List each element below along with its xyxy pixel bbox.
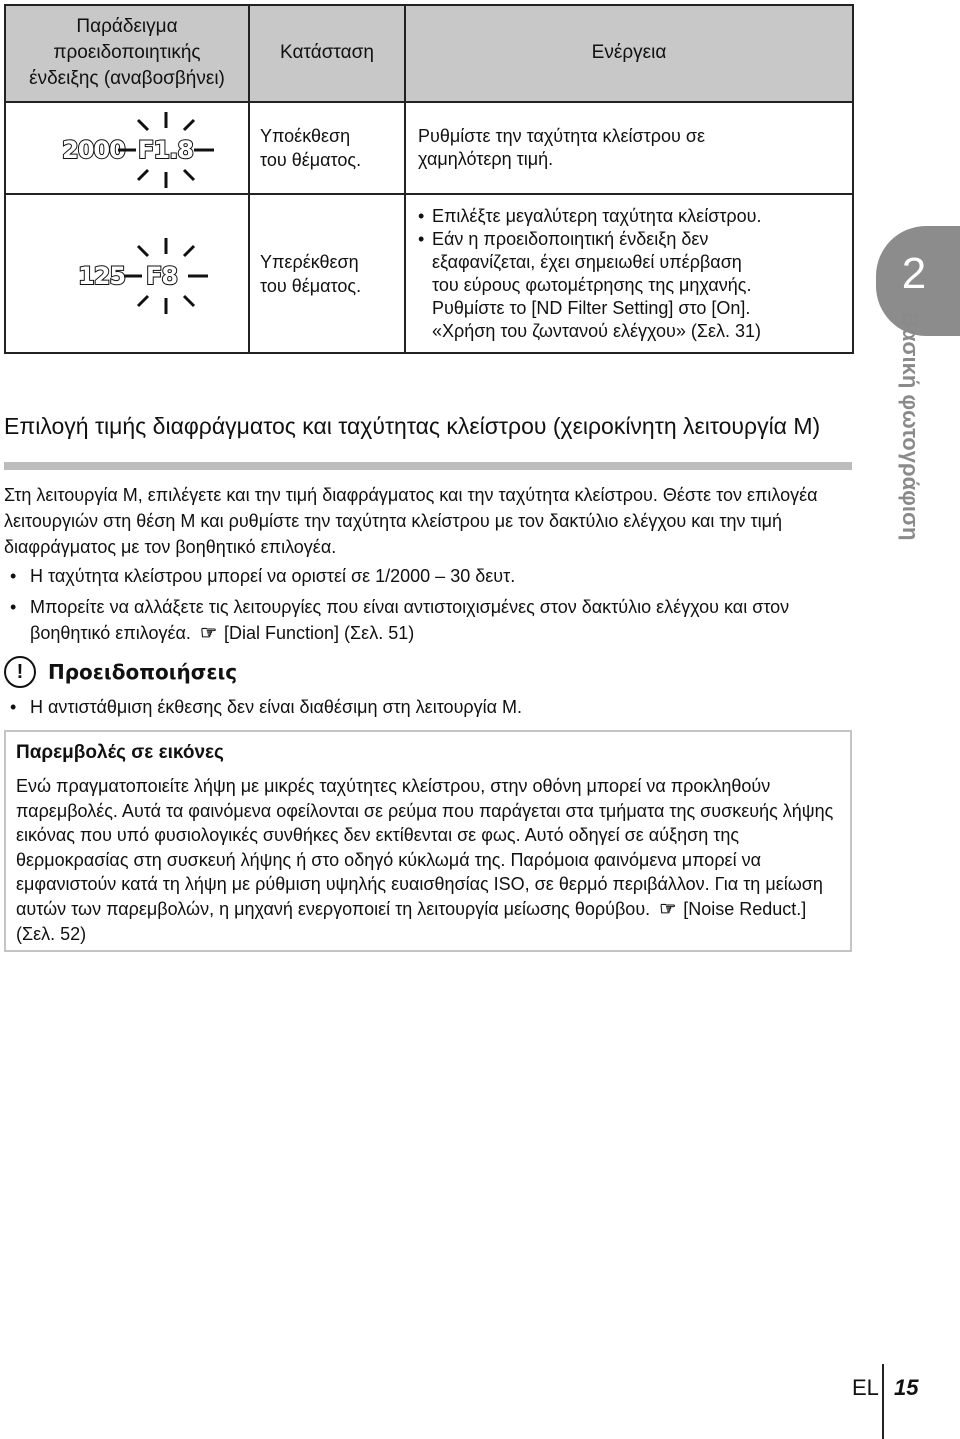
table-header-row [5, 5, 853, 102]
chapter-number: 2 [901, 249, 927, 298]
blinking-display-icon [12, 106, 242, 190]
bullet-reference: [Dial Function] (Σελ. 51) [224, 623, 415, 643]
noise-title: Παρεμβολές σε εικόνες [16, 742, 224, 763]
noise-body: Ενώ πραγματοποιείτε λήψη με μικρές ταχύτητες κλείστρου, στην οθόνη μπορεί να προκληθούν παρεμβολές. Αυτά τα φαινόμενα οφείλονται σε ρεύμα που παράγεται στα τμήματα της συσκευής λήψης εικόνας που υπό φυσιολογικές συνθήκες δεν εκτίθενται σε φως. Αυτό οδηγεί σε αύξηση της θερμοκρασίας στη συσκευή λήψης ή στο οδηγό κύκλωμά της. Παρόμοια φαινόμενα μπορεί να εμφανιστούν κατά τη λήψη με ρύθμιση υψηλής ευαισθησίας ISO, σε θερμό περιβάλλον. Για τη μείωση αυτών των παρεμβολών, η μηχανή ενεργοποιεί τη λειτουργία μείωσης θορύβου. [16, 776, 834, 919]
noise-info-box [4, 730, 852, 952]
action-overexposure [405, 194, 853, 353]
list-item: • Η αντιστάθμιση έκθεσης δεν είναι διαθέσιμη στη λειτουργία M. [4, 694, 852, 720]
header-action: Ενέργεια [405, 5, 853, 102]
list-item [4, 594, 852, 647]
warning-display-underexposure [5, 102, 249, 195]
state-underexposure: Υποέκθεση του θέματος. [249, 102, 405, 195]
reference-icon: ☞ [199, 623, 215, 644]
display-aperture: F8 [146, 261, 178, 290]
noise-text [16, 774, 840, 947]
bullet-text: Μπορείτε να αλλάξετε τις λειτουργίες που είναι αντιστοιχισμένες στον δακτύλιο ελέγχου και στον βοηθητικό επιλογέα. [30, 597, 790, 643]
table-row [5, 102, 853, 195]
header-example: Παράδειγμα προειδοποιητικής ένδειξης (αναβοσβήνει) [5, 5, 249, 102]
chapter-label-wrap [890, 312, 930, 582]
section-body [4, 482, 852, 652]
section-intro: Στη λειτουργία M, επιλέγετε και την τιμή διαφράγματος και την ταχύτητα κλείστρου. Θέστε τον επιλογέα λειτουργιών στη θέση M και ρυθμίστε την ταχύτητα κλείστρου με τον δακτύλιο ελέγχου και την τιμή διαφράγματος με τον βοηθητικό επιλογέα. [4, 485, 818, 557]
section-title: Επιλογή τιμής διαφράγματος και ταχύτητας κλείστρου (χειροκίνητη λειτουργία M) [4, 413, 821, 439]
section-rule [4, 462, 852, 470]
reference-icon: ☞ [659, 898, 675, 920]
cautions-list [4, 694, 852, 720]
action-item: • Εάν η προειδοποιητική ένδειξη δεν εξαφανίζεται, έχει σημειωθεί υπέρβαση του εύρους φωτομέτρησης της μηχανής. Ρυθμίστε το [ND Filter Setting] στο [On]. «Χρήση του ζωντανού ελέγχου» (Σελ. 31) [418, 228, 842, 343]
display-shutter: 125 [78, 261, 126, 290]
warning-table [4, 4, 854, 354]
warning-display-overexposure [5, 194, 249, 353]
state-overexposure: Υπερέκθεση του θέματος. [249, 194, 405, 353]
cautions-header [4, 656, 852, 688]
action-list [418, 205, 842, 343]
action-underexposure: Ρυθμίστε την ταχύτητα κλείστρου σε χαμηλότερη τιμή. [405, 102, 853, 195]
display-aperture: F1.8 [138, 135, 193, 164]
page-number: 15 [894, 1375, 919, 1400]
section-bullets [4, 563, 852, 647]
cautions-title: Προειδοποιήσεις [48, 660, 238, 684]
action-item: • Επιλέξτε μεγαλύτερη ταχύτητα κλείστρου. [418, 205, 842, 228]
blinking-display-icon [12, 232, 242, 316]
page-footer [852, 1374, 918, 1402]
header-state: Κατάσταση [249, 5, 405, 102]
display-shutter: 2000 [62, 135, 125, 164]
chapter-label: Βασική φωτογράφιση [898, 312, 923, 541]
language-code: EL [852, 1375, 879, 1400]
table-row [5, 194, 853, 353]
noise-reference: [Noise Reduct.] (Σελ. 52) [16, 898, 807, 944]
list-item: • Η ταχύτητα κλείστρου μπορεί να οριστεί σε 1/2000 – 30 δευτ. [4, 563, 852, 589]
cautions [4, 656, 852, 720]
exclamation-icon: ! [4, 656, 36, 688]
